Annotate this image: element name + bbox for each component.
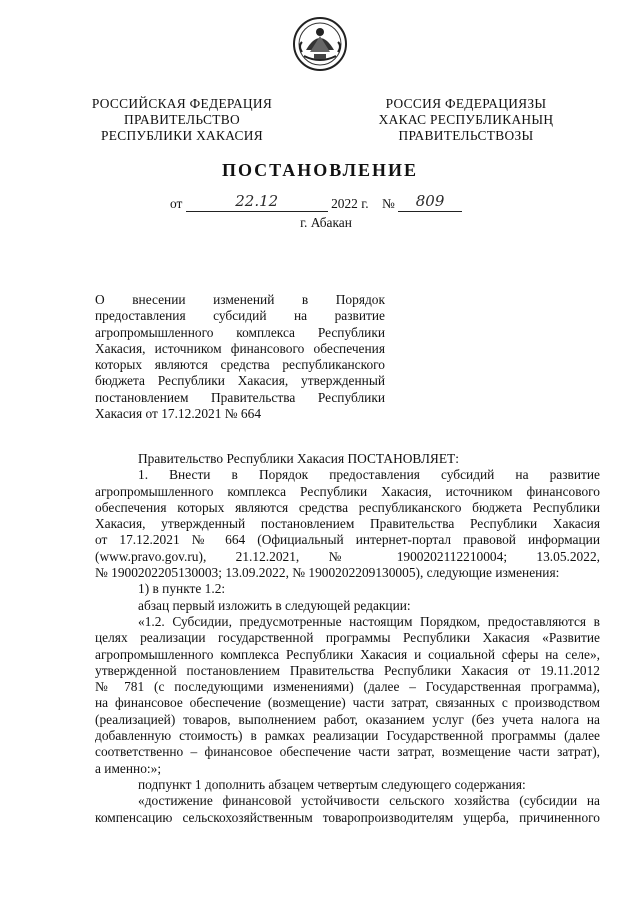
number-sign: № (381, 196, 395, 211)
body-line: агропромышленного комплекса Республики Хакасия и социальной сферы на селе», (95, 646, 600, 662)
body-line: Правительство Республики Хакасия ПОСТАНОВЛЯЕТ: (138, 451, 459, 466)
header-right-line: ПРАВИТЕЛЬСТВОЗЫ (398, 128, 534, 143)
body-line: обеспечения которых являются средства республиканского бюджета Республики (95, 499, 600, 515)
body-line: на финансовое обеспечение (возмещение) части затрат, связанных с производством (95, 695, 600, 711)
header-right-line: РОССИЯ ФЕДЕРАЦИЯЗЫ (385, 96, 547, 111)
body-line: абзац первый изложить в следующей редакции: (138, 597, 411, 613)
body-line: Хакасия, утвержденный постановлением Правительства Республики Хакасия (95, 516, 600, 532)
body-line: «1.2. Субсидии, предусмотренные настоящим Порядком, предоставляются в (138, 613, 600, 629)
header-left-line: ПРАВИТЕЛЬСТВО (124, 112, 240, 127)
subject-line: бюджета Республики Хакасия, утвержденный (95, 373, 385, 389)
date-field (186, 192, 328, 212)
date-year: 2022 г. (331, 196, 369, 211)
date-prefix: от (170, 196, 183, 211)
body-line: утвержденной постановлением Правительства Республики Хакасия от 19.11.2012 (95, 662, 600, 678)
subject-line: Хакасия от 17.12.2021 № 664 (95, 406, 262, 422)
body-line: № 1900202205130003; 13.09.2022, № 1900202209130005), следующие изменения: (95, 565, 560, 581)
header-left-line: РОССИЙСКАЯ ФЕДЕРАЦИЯ (91, 96, 273, 111)
subject-line: О внесении изменений в Порядок (95, 292, 385, 307)
coat-of-arms-emblem (292, 16, 348, 72)
header-left (82, 96, 282, 144)
handwritten-date: 22.12 (235, 192, 279, 210)
body-line: добавленную стоимость) в рамках реализации Государственной программы (далее (95, 728, 600, 744)
body-line: (www.pravo.gov.ru), 21.12.2021, № 1900202112210004; 13.05.2022, (95, 548, 600, 564)
number-field (398, 192, 462, 212)
header-right (366, 96, 566, 144)
body-line: 1. Внести в Порядок предоставления субсидий на развитие (138, 467, 600, 483)
subject-line: Хакасия, источником финансового обеспечения (95, 340, 385, 356)
subject-line: агропромышленного комплекса Республики (95, 324, 385, 340)
document-title: ПОСТАНОВЛЕНИЕ (221, 160, 419, 180)
body-line: компенсацию сельскохозяйственным товаропроизводителям ущерба, причиненного (95, 809, 600, 825)
body-line: «достижение финансовой устойчивости сельского хозяйства (субсидии на (138, 793, 600, 809)
header-right-line: ХАКАС РЕСПУБЛИКАНЫҢ (378, 112, 554, 127)
date-line (170, 192, 490, 212)
handwritten-number: 809 (415, 192, 445, 210)
subject-line: постановлением Правительства Республики (95, 389, 385, 405)
body-line: подпункт 1 дополнить абзацем четвертым следующего содержания: (138, 776, 526, 792)
body-line: от 17.12.2021 № 664 (Официальный интернет-портал правовой информации (95, 532, 600, 548)
body-line: № 781 (с последующими изменениями) (далее – Государственная программа), (95, 679, 600, 695)
body-line: а именно:»; (95, 760, 162, 776)
body-line: (реализацией) товаров, выполнением работ, оказанием услуг (без учета налога на (95, 711, 600, 727)
body-line: агропромышленного комплекса Республики Хакасия, источником финансового (95, 483, 600, 499)
subject-block (95, 292, 385, 422)
body-line: 1) в пункте 1.2: (138, 581, 226, 597)
city-name: г. Абакан (300, 215, 352, 230)
subject-line: которых являются средства республиканского (95, 357, 385, 373)
body-line: целях реализации государственной программы Республики Хакасия «Развитие (95, 630, 600, 646)
header-left-line: РЕСПУБЛИКИ ХАКАСИЯ (101, 128, 263, 143)
body-text (95, 451, 600, 826)
subject-line: предоставления субсидий на развитие (95, 308, 385, 324)
body-line: соответственно – финансовое обеспечение части затрат, возмещение части затрат), (95, 744, 600, 760)
